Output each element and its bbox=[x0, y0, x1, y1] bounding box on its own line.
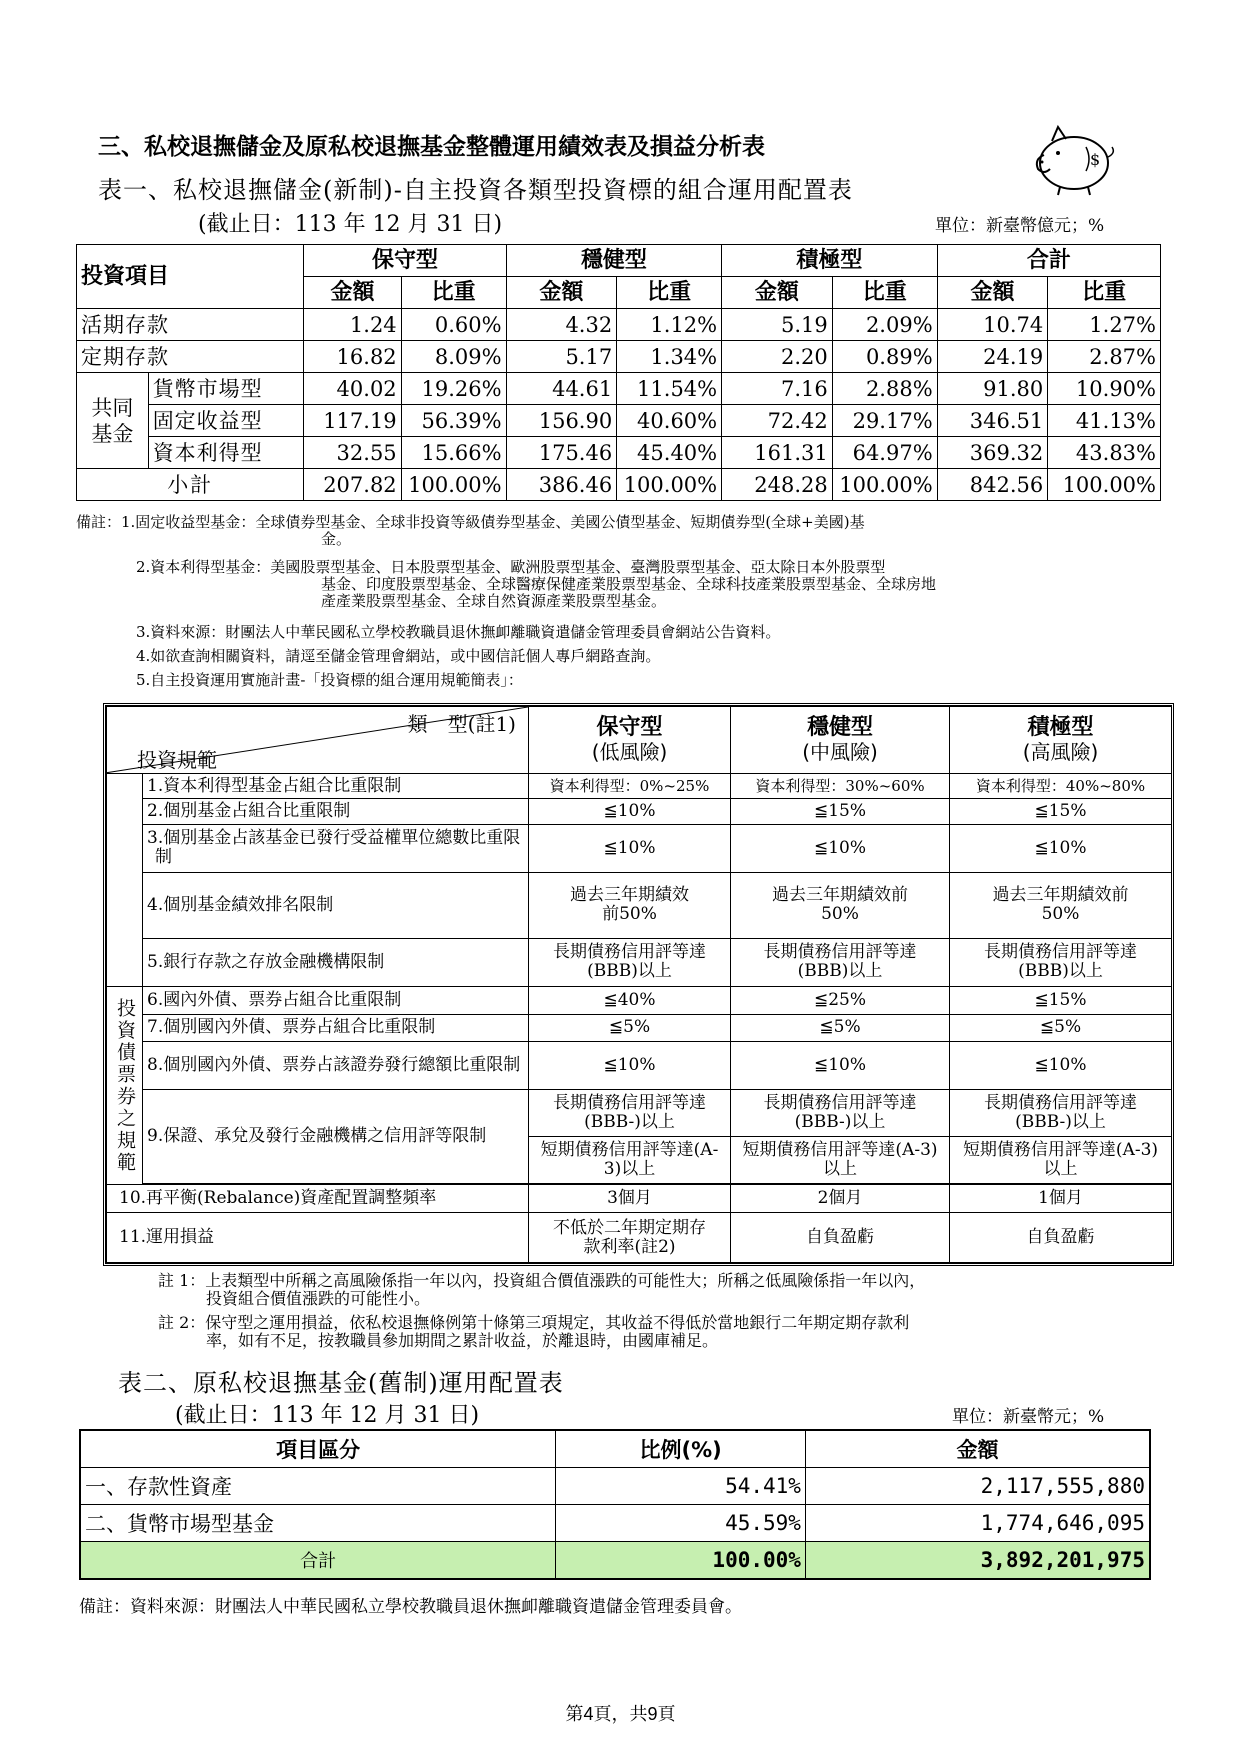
note-line: 金。 bbox=[321, 530, 352, 548]
header-item: 投資項目 bbox=[77, 245, 304, 309]
note-line: 5.自主投資運用實施計畫-「投資標的組合運用規範簡表」： bbox=[136, 671, 523, 689]
cell: ≦25% bbox=[731, 986, 950, 1014]
cell: ≦10% bbox=[950, 825, 1172, 872]
cell: ≦5% bbox=[529, 1014, 731, 1042]
table2-date: (截止日：113 年 12 月 31 日) bbox=[175, 1403, 480, 1428]
cell: 56.39% bbox=[401, 405, 506, 437]
cell: 過去三年期績效前50% bbox=[529, 872, 731, 939]
row-label: 一、存款性資產 bbox=[80, 1468, 556, 1505]
note-line: 產產業股票型基金、全球自然資源產業股票型基金。 bbox=[321, 592, 667, 610]
cell: 1.27% bbox=[1048, 309, 1161, 341]
header-amount: 金額 bbox=[805, 1430, 1150, 1468]
cell: 45.59% bbox=[556, 1505, 806, 1542]
note-line: 投資組合價值漲跌的可能性小。 bbox=[206, 1289, 431, 1308]
header-total: 合計 bbox=[937, 245, 1160, 277]
note-line: 率，如有不足，按教職員參加期間之累計收益，於離退時，由國庫補足。 bbox=[206, 1331, 719, 1350]
cell: 5.19 bbox=[722, 309, 833, 341]
col-risk: (高風險) bbox=[1022, 739, 1099, 764]
cell: 長期債務信用評等達(BBB)以上 bbox=[950, 939, 1172, 986]
note-line: 備註：1.固定收益型基金：全球債券型基金、全球非投資等級債券型基金、美國公債型基金、短期債券型(全球+美國)基 bbox=[76, 513, 865, 531]
cell: 100.00% bbox=[1048, 469, 1161, 501]
row-label: 定期存款 bbox=[77, 341, 304, 373]
cell: ≦10% bbox=[731, 1042, 950, 1089]
row-label: 二、貨幣市場型基金 bbox=[80, 1505, 556, 1542]
note-line: 2.資本利得型基金：美國股票型基金、日本股票型基金、歐洲股票型基金、臺灣股票型基金、亞太除日本外股票型 bbox=[136, 558, 886, 576]
cell: 346.51 bbox=[937, 405, 1048, 437]
row-label: 固定收益型 bbox=[148, 405, 304, 437]
cell: 過去三年期績效前50% bbox=[731, 872, 950, 939]
note-line: 註 2：保守型之運用損益，依私校退撫條例第十條第三項規定，其收益不得低於當地銀行二年期定期存款利 bbox=[158, 1313, 910, 1332]
table2-title: 表二、原私校退撫基金(舊制)運用配置表 bbox=[118, 1369, 564, 1397]
sub-ratio: 比重 bbox=[401, 277, 506, 309]
sub-ratio: 比重 bbox=[617, 277, 722, 309]
cell: 11.54% bbox=[617, 373, 722, 405]
cell: 2個月 bbox=[731, 1185, 950, 1213]
row-label: 合計 bbox=[80, 1542, 556, 1580]
side-blank bbox=[107, 773, 143, 986]
cell: ≦10% bbox=[529, 799, 731, 825]
cell: 386.46 bbox=[506, 469, 617, 501]
rule-label: 2.個別基金占組合比重限制 bbox=[143, 799, 529, 825]
old-fund-table bbox=[79, 1429, 1151, 1580]
cell: 資本利得型：40%~80% bbox=[950, 773, 1172, 799]
cell: 長期債務信用評等達(BBB-)以上 bbox=[529, 1089, 731, 1136]
corner-cell bbox=[107, 707, 529, 774]
col-name: 積極型 bbox=[1027, 714, 1094, 740]
rule-label: 5.銀行存款之存放金融機構限制 bbox=[143, 939, 529, 986]
cell: 1,774,646,095 bbox=[805, 1505, 1150, 1542]
investment-rules-table bbox=[103, 703, 1174, 1266]
note-line: 4.如欲查詢相關資料，請逕至儲金管理會網站，或中國信託個人專戶網路查詢。 bbox=[136, 647, 661, 665]
table-row-total bbox=[80, 1542, 1150, 1580]
table-row bbox=[77, 437, 1161, 469]
cell: 43.83% bbox=[1048, 437, 1161, 469]
cell: 2.87% bbox=[1048, 341, 1161, 373]
cell: 91.80 bbox=[937, 373, 1048, 405]
cell: ≦15% bbox=[950, 799, 1172, 825]
table-row bbox=[80, 1468, 1150, 1505]
table1-date: (截止日：113 年 12 月 31 日) bbox=[198, 212, 503, 237]
cell: 長期債務信用評等達(BBB)以上 bbox=[529, 939, 731, 986]
cell: 自負盈虧 bbox=[731, 1213, 950, 1263]
note-line: 基金、印度股票型基金、全球醫療保健產業股票型基金、全球科技產業股票型基金、全球房地 bbox=[321, 575, 937, 593]
cell: 1.12% bbox=[617, 309, 722, 341]
sub-ratio: 比重 bbox=[832, 277, 937, 309]
rule-label: 10.再平衡(Rebalance)資產配置調整頻率 bbox=[107, 1185, 529, 1213]
rule-label: 7.個別國內外債、票券占組合比重限制 bbox=[143, 1014, 529, 1042]
cell: ≦15% bbox=[731, 799, 950, 825]
cell: 44.61 bbox=[506, 373, 617, 405]
cell: 72.42 bbox=[722, 405, 833, 437]
col-conservative bbox=[529, 707, 731, 774]
page-number: 第4頁，共9頁 bbox=[565, 1704, 676, 1724]
notes-block bbox=[76, 514, 1186, 704]
rule-label: 6.國內外債、票券占組合比重限制 bbox=[143, 986, 529, 1014]
row-label: 小計 bbox=[77, 469, 304, 501]
rule-label: 8.個別國內外債、票券占該證券發行總額比重限制 bbox=[143, 1042, 529, 1089]
header-category: 項目區分 bbox=[80, 1430, 556, 1468]
table-row bbox=[80, 1505, 1150, 1542]
cell: 41.13% bbox=[1048, 405, 1161, 437]
cell: 100.00% bbox=[832, 469, 937, 501]
section-title: 三、私校退撫儲金及原私校退撫基金整體運用績效表及損益分析表 bbox=[98, 133, 765, 160]
cell: 40.02 bbox=[304, 373, 401, 405]
cell: 100.00% bbox=[556, 1542, 806, 1580]
cell: 短期債務信用評等達(A-3)以上 bbox=[731, 1137, 950, 1184]
cell: 45.40% bbox=[617, 437, 722, 469]
cell: ≦10% bbox=[731, 825, 950, 872]
cell: ≦10% bbox=[529, 1042, 731, 1089]
cell: 161.31 bbox=[722, 437, 833, 469]
sub-amount: 金額 bbox=[304, 277, 401, 309]
rule-label: 11.運用損益 bbox=[107, 1213, 529, 1263]
table-row-subtotal bbox=[77, 469, 1161, 501]
cell: 2.20 bbox=[722, 341, 833, 373]
col-name: 穩健型 bbox=[806, 714, 873, 740]
rule-label: 1.資本利得型基金占組合比重限制 bbox=[143, 773, 529, 799]
sub-amount: 金額 bbox=[722, 277, 833, 309]
cell: 不低於二年期定期存款利率(註2) bbox=[529, 1213, 731, 1263]
cell: 156.90 bbox=[506, 405, 617, 437]
cell: ≦40% bbox=[529, 986, 731, 1014]
col-balanced bbox=[731, 707, 950, 774]
cell: 100.00% bbox=[401, 469, 506, 501]
table1-unit: 單位：新臺幣億元；% bbox=[935, 216, 1105, 236]
cell: 175.46 bbox=[506, 437, 617, 469]
cell: 29.17% bbox=[832, 405, 937, 437]
cell: 3,892,201,975 bbox=[805, 1542, 1150, 1580]
cell: 2,117,555,880 bbox=[805, 1468, 1150, 1505]
table-row bbox=[77, 309, 1161, 341]
row-label: 活期存款 bbox=[77, 309, 304, 341]
source-note: 備註：資料來源：財團法人中華民國私立學校教職員退休撫卹離職資遣儲金管理委員會。 bbox=[79, 1597, 742, 1617]
cell: 5.17 bbox=[506, 341, 617, 373]
header-ratio: 比例(%) bbox=[556, 1430, 806, 1468]
col-risk: (低風險) bbox=[591, 739, 668, 764]
cell: 64.97% bbox=[832, 437, 937, 469]
cell: 10.74 bbox=[937, 309, 1048, 341]
col-aggressive bbox=[950, 707, 1172, 774]
cell: 248.28 bbox=[722, 469, 833, 501]
table-row bbox=[77, 341, 1161, 373]
row-label: 資本利得型 bbox=[148, 437, 304, 469]
cell: 0.60% bbox=[401, 309, 506, 341]
cell: 15.66% bbox=[401, 437, 506, 469]
rule-label: 4.個別基金績效排名限制 bbox=[143, 872, 529, 939]
cell: 369.32 bbox=[937, 437, 1048, 469]
cell: 短期債務信用評等達(A-3)以上 bbox=[950, 1137, 1172, 1184]
cell: ≦5% bbox=[731, 1014, 950, 1042]
cell: ≦15% bbox=[950, 986, 1172, 1014]
cell: 2.09% bbox=[832, 309, 937, 341]
cell: 過去三年期績效前50% bbox=[950, 872, 1172, 939]
cell: 4.32 bbox=[506, 309, 617, 341]
cell: 32.55 bbox=[304, 437, 401, 469]
cell: 3個月 bbox=[529, 1185, 731, 1213]
header-balanced: 穩健型 bbox=[506, 245, 722, 277]
cell: 長期債務信用評等達(BBB-)以上 bbox=[950, 1089, 1172, 1136]
cell: ≦5% bbox=[950, 1014, 1172, 1042]
side-label: 投資債票券之規範 bbox=[107, 986, 143, 1185]
footnotes-block bbox=[158, 1272, 1158, 1352]
note-line: 註 1：上表類型中所稱之高風險係指一年以內，投資組合價值漲跌的可能性大；所稱之低風險係指一年以內， bbox=[158, 1271, 926, 1290]
cell: 自負盈虧 bbox=[950, 1213, 1172, 1263]
cell: 207.82 bbox=[304, 469, 401, 501]
cell: 842.56 bbox=[937, 469, 1048, 501]
sub-ratio: 比重 bbox=[1048, 277, 1161, 309]
cell: 短期債務信用評等達(A-3)以上 bbox=[529, 1137, 731, 1184]
cell: 16.82 bbox=[304, 341, 401, 373]
cell: 19.26% bbox=[401, 373, 506, 405]
table2-unit: 單位：新臺幣元；% bbox=[952, 1407, 1105, 1427]
cell: 2.88% bbox=[832, 373, 937, 405]
piggy-bank-icon bbox=[1030, 117, 1116, 197]
table-row bbox=[77, 373, 1161, 405]
cell: 0.89% bbox=[832, 341, 937, 373]
cell: 1個月 bbox=[950, 1185, 1172, 1213]
svg-text:$: $ bbox=[1090, 150, 1101, 169]
sub-amount: 金額 bbox=[937, 277, 1048, 309]
table1-title: 表一、私校退撫儲金(新制)-自主投資各類型投資標的組合運用配置表 bbox=[98, 176, 853, 204]
cell: ≦10% bbox=[950, 1042, 1172, 1089]
corner-type-label: 類 型(註1) bbox=[407, 712, 516, 736]
cell: 117.19 bbox=[304, 405, 401, 437]
cell: 長期債務信用評等達(BBB)以上 bbox=[731, 939, 950, 986]
corner-rule-label: 投資規範 bbox=[137, 747, 217, 772]
rule-label: 9.保證、承兌及發行金融機構之信用評等限制 bbox=[143, 1089, 529, 1184]
cell: 100.00% bbox=[617, 469, 722, 501]
header-conservative: 保守型 bbox=[304, 245, 506, 277]
cell: ≦10% bbox=[529, 825, 731, 872]
cell: 7.16 bbox=[722, 373, 833, 405]
row-label: 貨幣市場型 bbox=[148, 373, 304, 405]
rule-label: 3.個別基金占該基金已發行受益權單位總數比重限制 bbox=[143, 825, 529, 872]
sub-amount: 金額 bbox=[506, 277, 617, 309]
cell: 24.19 bbox=[937, 341, 1048, 373]
cell: 長期債務信用評等達(BBB-)以上 bbox=[731, 1089, 950, 1136]
cell: 8.09% bbox=[401, 341, 506, 373]
col-name: 保守型 bbox=[596, 714, 663, 740]
header-aggressive: 積極型 bbox=[722, 245, 938, 277]
cell: 1.24 bbox=[304, 309, 401, 341]
allocation-table bbox=[76, 244, 1161, 501]
table-row bbox=[77, 405, 1161, 437]
cell: 資本利得型：0%~25% bbox=[529, 773, 731, 799]
cell: 10.90% bbox=[1048, 373, 1161, 405]
cell: 54.41% bbox=[556, 1468, 806, 1505]
col-risk: (中風險) bbox=[802, 739, 878, 764]
note-line: 3.資料來源：財團法人中華民國私立學校教職員退休撫卹離職資遣儲金管理委員會網站公告資料。 bbox=[136, 623, 781, 641]
cell: 資本利得型：30%~60% bbox=[731, 773, 950, 799]
cell: 1.34% bbox=[617, 341, 722, 373]
fund-group-label: 共同基金 bbox=[77, 373, 149, 469]
cell: 40.60% bbox=[617, 405, 722, 437]
